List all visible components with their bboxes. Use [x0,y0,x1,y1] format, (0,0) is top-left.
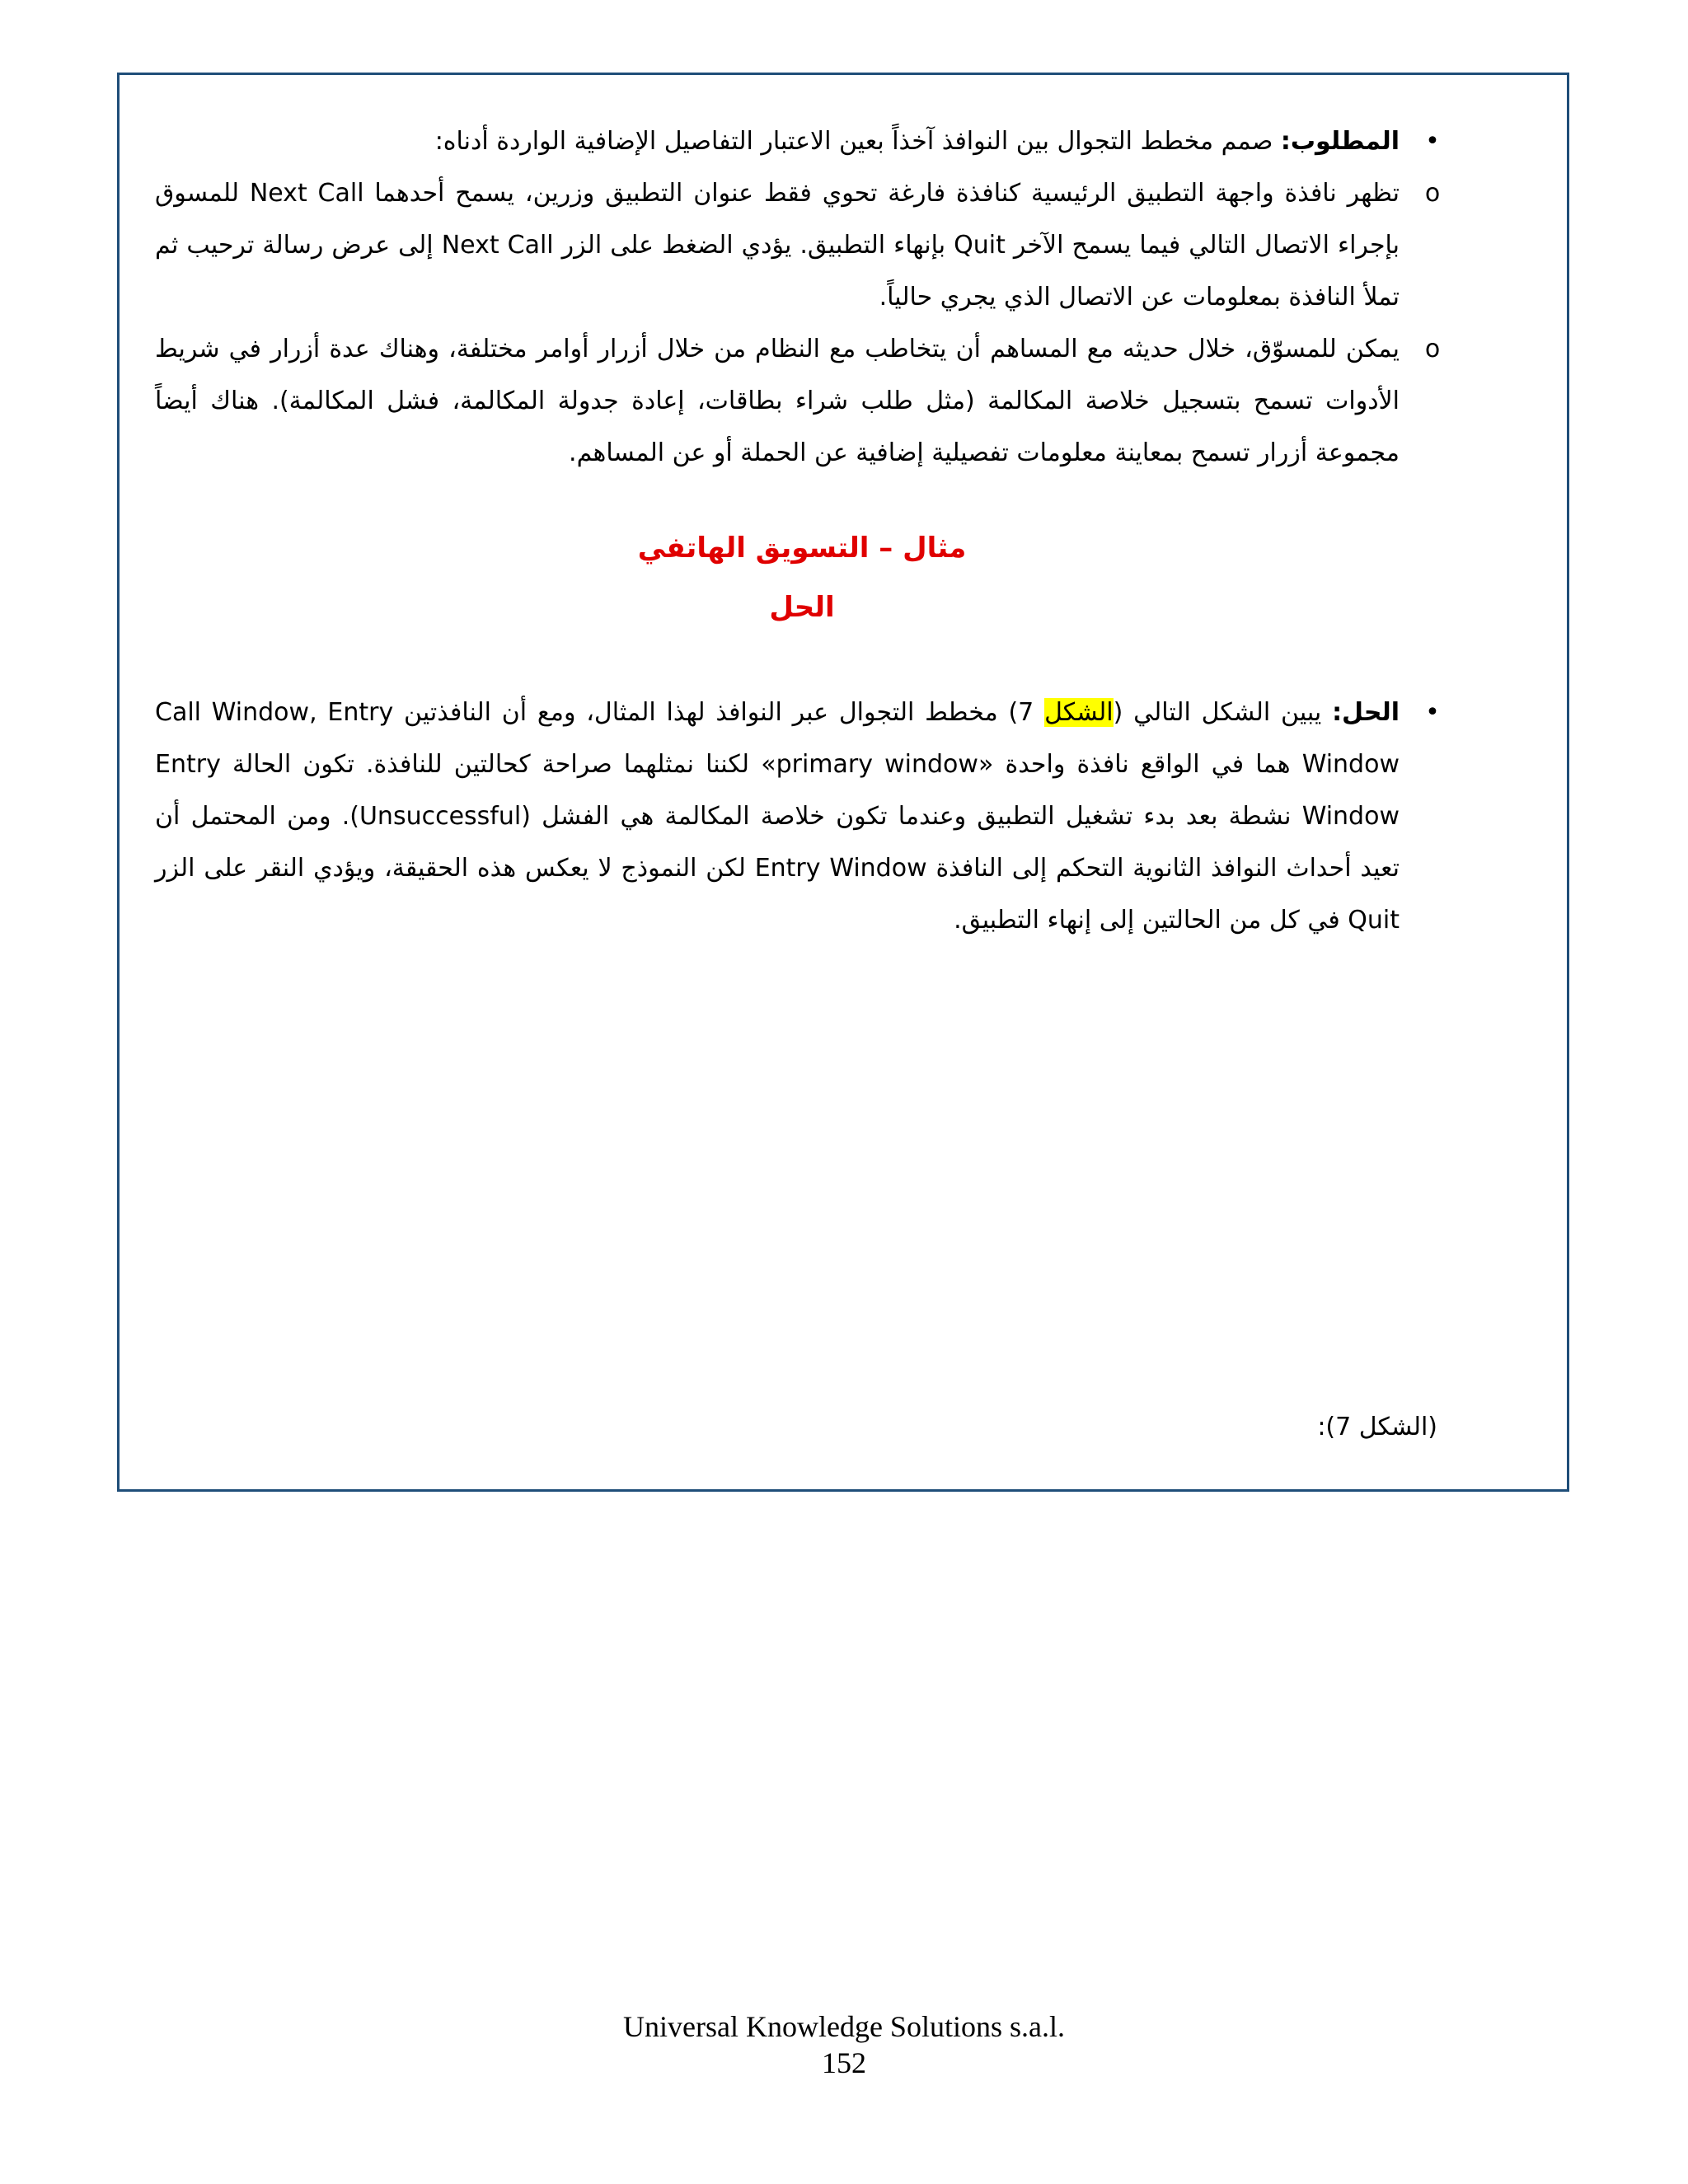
spacer [155,637,1449,687]
list-item-text: تظهر نافذة واجهة التطبيق الرئيسية كنافذة فارغة تحوي فقط عنوان التطبيق وزرين، يسمح أحدهما Next Call للمسوق بإجراء الاتصال التالي فيما يسمح الآخر Quit بإنهاء التطبيق. يؤدي الضغط على الزر Next Call إلى عرض رسالة ترحيب ثم تملأ النافذة بمعلومات عن الاتصال الذي يجري حالياً. [155,179,1400,312]
bullet-icon: • [1425,698,1440,727]
solution-paragraph [155,687,1400,946]
solution-label: الحل: [1332,698,1400,727]
list-item [155,167,1449,323]
bullet-icon: • [1425,127,1440,156]
requirement-paragraph [155,115,1400,167]
spacer [155,479,1449,518]
example-title: مثال – التسويق الهاتفي [637,532,967,565]
footer-company: Universal Knowledge Solutions s.a.l. [623,2010,1065,2043]
requirement-label: المطلوب: [1280,127,1400,156]
solution-text-after: 7) مخطط التجوال عبر النوافذ لهذا المثال، ومع أن النافذتين Call Window, Entry Window هما في الواقع نافذة واحدة «primary window» لكننا نمثلهما صراحة كحالتين للنافذة. تكون الحالة Entry Window نشطة بعد بدء تشغيل التطبيق وعندما تكون خلاصة المكالمة هي الفشل (Unsuccessful). ومن المحتمل أن تعيد أحداث النوافذ الثانوية التحكم إلى النافذة Entry Window لكن النموذج لا يعكس هذه الحقيقة، ويؤدي النقر على الزر Quit في كل من الحالتين إلى إنهاء التطبيق. [155,698,1400,935]
highlighted-figure-ref: الشكل [1044,698,1114,727]
circle-bullet-icon: o [1424,179,1441,208]
list-item [155,323,1449,479]
solution-text-before: يبين الشكل التالي ( [1113,698,1333,727]
document-body [155,115,1449,946]
figure-label: (الشكل 7): [1317,1413,1437,1441]
requirement-text: صمم مخطط التجوال بين النوافذ آخذاً بعين الاعتبار التفاصيل الإضافية الواردة أدناه: [434,127,1281,156]
requirement-sublist [155,167,1449,479]
solution-bullet [155,687,1449,946]
circle-bullet-icon: o [1424,335,1441,363]
solution-title: الحل [769,591,835,624]
list-item-text: يمكن للمسوّق، خلال حديثه مع المساهم أن يتخاطب مع النظام من خلال أزرار أوامر مختلفة، وهناك عدة أزرار في شريط الأدوات تسمح بتسجيل خلاصة المكالمة (مثل طلب شراء بطاقات، إعادة جدولة المكالمة، فشل المكالمة). هناك أيضاً مجموعة أزرار تسمح بمعاينة معلومات تفصيلية إضافية عن الحملة أو عن المساهم. [155,335,1400,467]
requirement-bullet [155,115,1449,167]
footer-page-number: 152 [822,2046,866,2079]
